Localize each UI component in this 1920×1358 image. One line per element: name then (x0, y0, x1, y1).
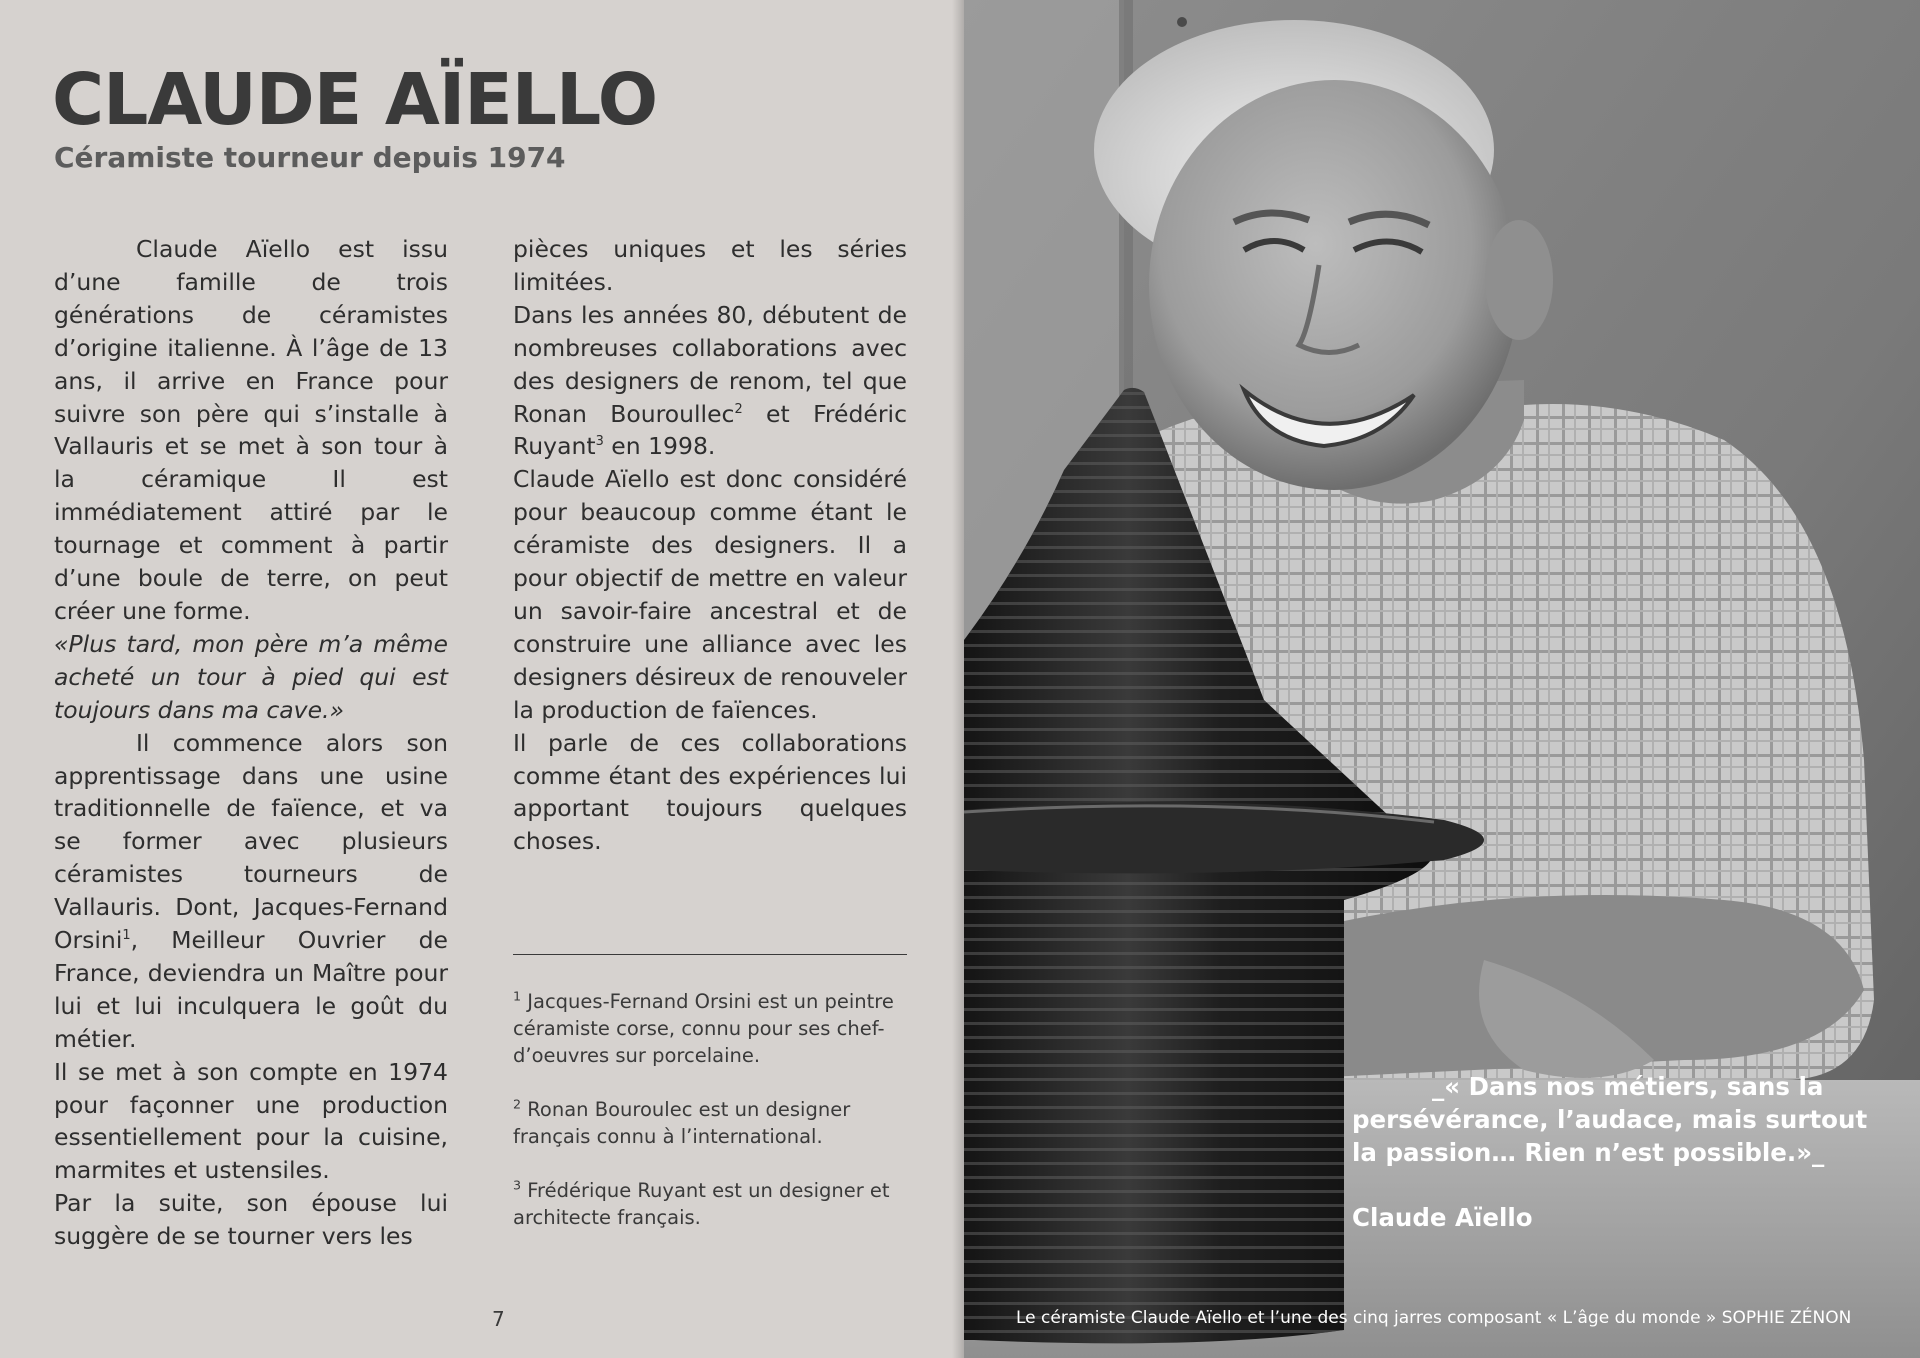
paragraph-text: , Meilleur Ouvrier de France, deviendra un Maître pour lui et lui inculquera le goût du métier. (54, 926, 448, 1053)
footnote (513, 988, 913, 1069)
paragraph-text: Dans les années 80, débutent de nombreuses collaborations avec des designers de renom, tel que Ronan Bouroullec (513, 300, 907, 428)
quote-author: Claude Aïello (1352, 1203, 1533, 1232)
text-column-1 (54, 233, 448, 1253)
pull-quote-text: _« Dans nos métiers, sans la persévérance, l’audace, mais surtout la passion… Rien n’est possible.»_ (1352, 1072, 1868, 1167)
quote-paragraph: «Plus tard, mon père m’a même acheté un tour à pied qui est toujours dans ma cave.» (54, 629, 448, 724)
text-column-2 (513, 233, 907, 858)
article-title: CLAUDE AÏELLO (52, 58, 658, 141)
footnote-text: Jacques-Fernand Orsini est un peintre céramiste corse, connu pour ses chef-d’oeuvres sur porcelaine. (513, 990, 894, 1067)
paragraph: Claude Aïello est donc considéré pour beaucoup comme étant le céramiste des designers. Il a pour objectif de mettre en valeur un savoir-faire ancestral et de construire une alliance avec les designers désireux de renouveler la production de faïences. (513, 465, 907, 724)
pull-quote (1352, 1070, 1892, 1169)
paragraph: Il parle de ces collaborations comme étant des expériences lui apportant toujours quelques choses. (513, 728, 907, 856)
paragraph: Claude Aïello est issu d’une famille de trois générations de céramistes d’origine italienne. À l’âge de 13 ans, il arrive en France pour suivre son père qui s’installe à Vallauris et se met à son tour à la céramique Il est immédiatement attiré par le tournage et comment à partir d’une boule de terre, on peut créer une forme. (54, 235, 448, 625)
photo-caption: Le céramiste Claude Aïello et l’une des cinq jarres composant « L’âge du monde » SOPHIE ZÉNON (1016, 1308, 1852, 1328)
article-subtitle: Céramiste tourneur depuis 1974 (54, 141, 566, 174)
paragraph-text: et Frédéric Ruyant (513, 399, 907, 461)
paragraph (513, 299, 907, 464)
footnote (513, 1096, 913, 1150)
footnote-text: Ronan Bouroulec est un designer français connu à l’international. (513, 1098, 851, 1148)
footnote-mark: 1 (513, 988, 522, 1004)
footnote-reference[interactable]: 1 (122, 928, 131, 944)
paragraph-text: Il commence alors son apprentissage dans une usine traditionnelle de faïence, et va se former avec plusieurs céramistes tourneurs de Vallauris. Dont, Jacques-Fernand Orsini (54, 728, 448, 955)
footnote-mark: 3 (513, 1177, 522, 1193)
footnote-mark: 2 (513, 1096, 522, 1112)
footnote-text: Frédérique Ruyant est un designer et architecte français. (513, 1179, 890, 1229)
footnote-divider (513, 954, 907, 955)
paragraph-text: en 1998. (603, 432, 716, 461)
page-number: 7 (492, 1307, 505, 1331)
footnotes (513, 988, 913, 1258)
page-gutter-shadow (952, 0, 964, 1358)
footnote (513, 1177, 913, 1231)
footnote-reference[interactable]: 2 (734, 401, 743, 417)
paragraph: pièces uniques et les séries limitées. (513, 235, 907, 296)
paragraph: Par la suite, son épouse lui suggère de se tourner vers les (54, 1189, 448, 1251)
paragraph: Il se met à son compte en 1974 pour façonner une production essentiellement pour la cuisine, marmites et ustensiles. (54, 1057, 448, 1185)
footnote-reference[interactable]: 3 (595, 434, 604, 450)
paragraph (54, 727, 448, 1056)
